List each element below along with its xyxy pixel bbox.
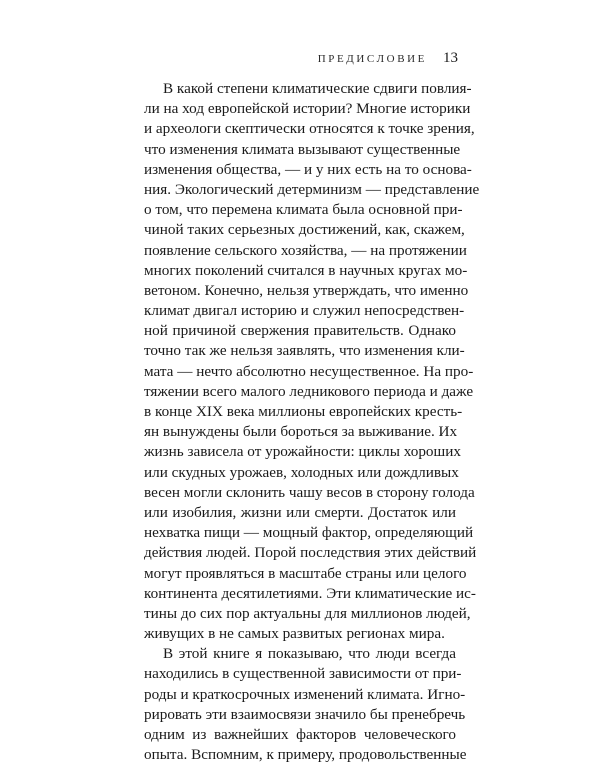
text-line: рировать эти взаимосвязи значило бы пренебречь xyxy=(144,705,466,723)
text-line: и археологи скептически относятся к точке зрения, xyxy=(144,120,475,138)
text-line: мата — нечто абсолютно несущественное. На про- xyxy=(144,362,474,380)
text-line: климат двигал историю и служил непосредствен- xyxy=(144,302,465,320)
text-line: жизнь зависела от урожайности: циклы хороших xyxy=(144,443,461,461)
text-line: точно так же нельзя заявлять, что изменения кли- xyxy=(144,342,465,360)
text-line: действия людей. Порой последствия этих действий xyxy=(144,544,477,562)
text-line: нехватка пищи — мощный фактор, определяющий xyxy=(144,524,474,542)
text-line: или скудных урожаев, холодных или дождливых xyxy=(144,463,459,481)
text-line: живущих в не самых развитых регионах мира. xyxy=(144,625,445,643)
paragraph-2 xyxy=(144,644,467,765)
paragraph-1 xyxy=(144,79,480,644)
text-line: ли на ход европейской истории? Многие историки xyxy=(144,100,471,118)
text-line: что изменения климата вызывают существенные xyxy=(144,140,461,158)
running-title: ПРЕДИСЛОВИЕ xyxy=(317,53,427,65)
text-line: В какой степени климатические сдвиги повлия- xyxy=(163,80,472,97)
text-line: ния. Экологический детерминизм — представление xyxy=(144,180,480,198)
text-line: ветоном. Конечно, нельзя утверждать, что именно xyxy=(144,281,469,299)
text-line: тяжении всего малого ледникового периода и даже xyxy=(144,382,474,400)
text-line: о том, что перемена климата была основной при- xyxy=(144,201,463,219)
text-line: появление сельского хозяйства, — на протяжении xyxy=(144,241,467,259)
text-line: чиной таких серьезных достижений, как, скажем, xyxy=(144,221,465,239)
text-line: изменения общества, — и у них есть на то основа- xyxy=(144,160,472,178)
text-line: ян вынуждены были бороться за выживание. Их xyxy=(144,423,458,441)
text-line: В этой книге я показываю, что люди всегда xyxy=(163,645,456,663)
text-line: весен могли склонить чашу весов в сторону голода xyxy=(144,483,475,501)
text-line: или изобилия, жизни или смерти. Достаток или xyxy=(144,503,456,521)
text-line: находились в существенной зависимости от при- xyxy=(144,665,462,683)
text-line: роды и краткосрочных изменений климата. Игно- xyxy=(144,685,466,703)
text-line: могут проявляться в масштабе страны или целого xyxy=(144,564,467,582)
body-text xyxy=(144,79,480,765)
text-line: тины до сих пор актуальны для миллионов людей, xyxy=(144,604,471,622)
text-line: ной причиной свержения правительств. Однако xyxy=(144,322,456,340)
text-line: континента десятилетиями. Эти климатические ис- xyxy=(144,584,476,602)
text-line: одним из важнейших факторов человеческого xyxy=(144,726,456,743)
text-line: опыта. Вспомним, к примеру, продовольственные xyxy=(144,746,467,764)
text-line: многих поколений считался в научных кругах мо- xyxy=(144,261,468,279)
text-line: в конце XIX века миллионы европейских кресть- xyxy=(144,403,463,420)
running-header xyxy=(318,50,458,67)
page-number: 13 xyxy=(443,50,458,66)
